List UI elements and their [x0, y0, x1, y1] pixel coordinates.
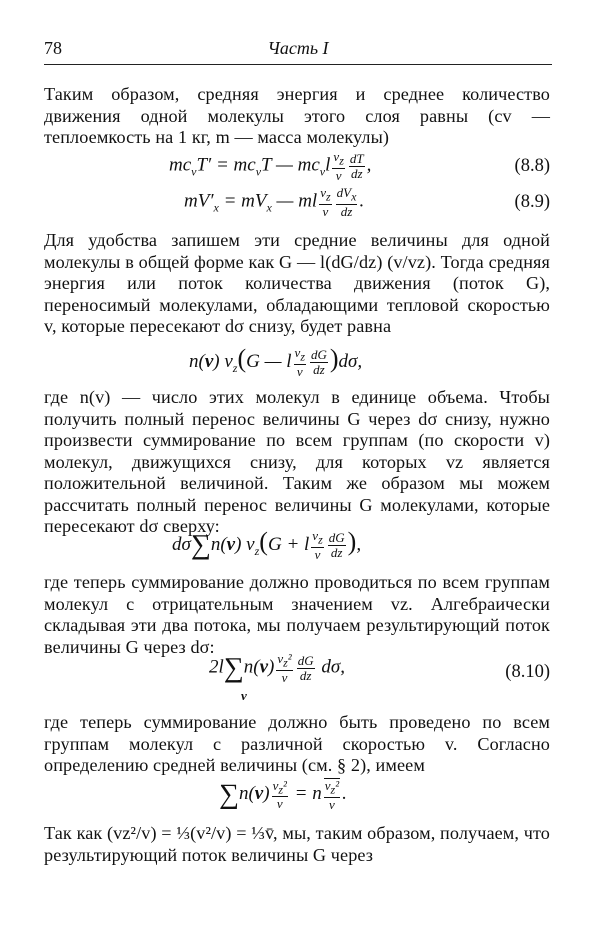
page-header [44, 38, 552, 65]
equation-average: ∑n(v) $\frac{v_z^2}{v}$ = n $\frac{v_z^2}{v}$ . [219, 777, 347, 812]
paragraph-4: где теперь суммирование должно проводиться по всем группам молекул с отрицательным значением vz. Алгебраически складывая эти два потока, мы получаем результирующий поток величины G через dσ: [44, 572, 550, 657]
equation-flux-below: n(v) $v_z(G$ — l $\frac{v_z}{v}$ $\frac{dG}{dz}$ )dσ, [189, 344, 363, 379]
paragraph-1: Таким образом, средняя энергия и среднее количество движения одной молекулы этого слоя равны (cv — теплоемкость на 1 кг, m — масса молекулы) [44, 84, 550, 147]
equation-flux-above: dσ∑n(v) $v_z(G + l$ $\frac{v_z}{v}$ $\frac{dG}{dz}$ ), [172, 527, 362, 562]
paragraph-3: где n(v) — число этих молекул в единице объема. Чтобы получить полный перенос величины G через dσ снизу, нужно произвести суммирование по всем группам (по скорости v) молекул, движущихся снизу, для которых vz является положительной величиной. Таким же образом мы можем рассчитать полный перенос величины G молекулами, которые пересекают dσ сверху: [44, 387, 550, 536]
summation-index: v [241, 688, 247, 703]
running-title: Часть I [267, 38, 329, 58]
equation-8-10: 2l∑n(v) $\frac{v_z^2}{v}$ $\frac{dG}{dz}$ dσ, v (8.10) [209, 651, 550, 703]
page-number: 78 [44, 38, 62, 58]
equation-number: (8.9) [514, 192, 550, 212]
equation-number: (8.8) [514, 156, 550, 176]
paragraph-6: Так как (vz²/v) = ⅓(v²/v) = ⅓v̄, мы, таким образом, получаем, что результирующий поток величины G через [44, 823, 550, 865]
paragraph-5: где теперь суммирование должно быть проведено по всем группам молекул с различной скоростью v. Согласно определению средней величины (см. § 2), имеем [44, 712, 550, 775]
paragraph-2: Для удобства запишем эти средние величины для одной молекулы в общей форме как G — l(dG/dz) (v/vz). Тогда средняя энергия или поток количества движения (поток G), переносимый молекулами, обладающими тепловой скоростью v, которые пересекают dσ снизу, будет равна [44, 230, 550, 336]
equation-number: (8.10) [505, 662, 550, 682]
equation-8-8: $mc_vT' = mc_vT$ — $mc_vl$ $\frac{v_z}{v}$ $\frac{dT}{dz}$ , (8.8) [169, 149, 550, 183]
equation-8-9: $mV'_x = mV_x$ — ml $\frac{v_z}{v}$ $dV_x$ dz . (8.9) [184, 185, 550, 219]
